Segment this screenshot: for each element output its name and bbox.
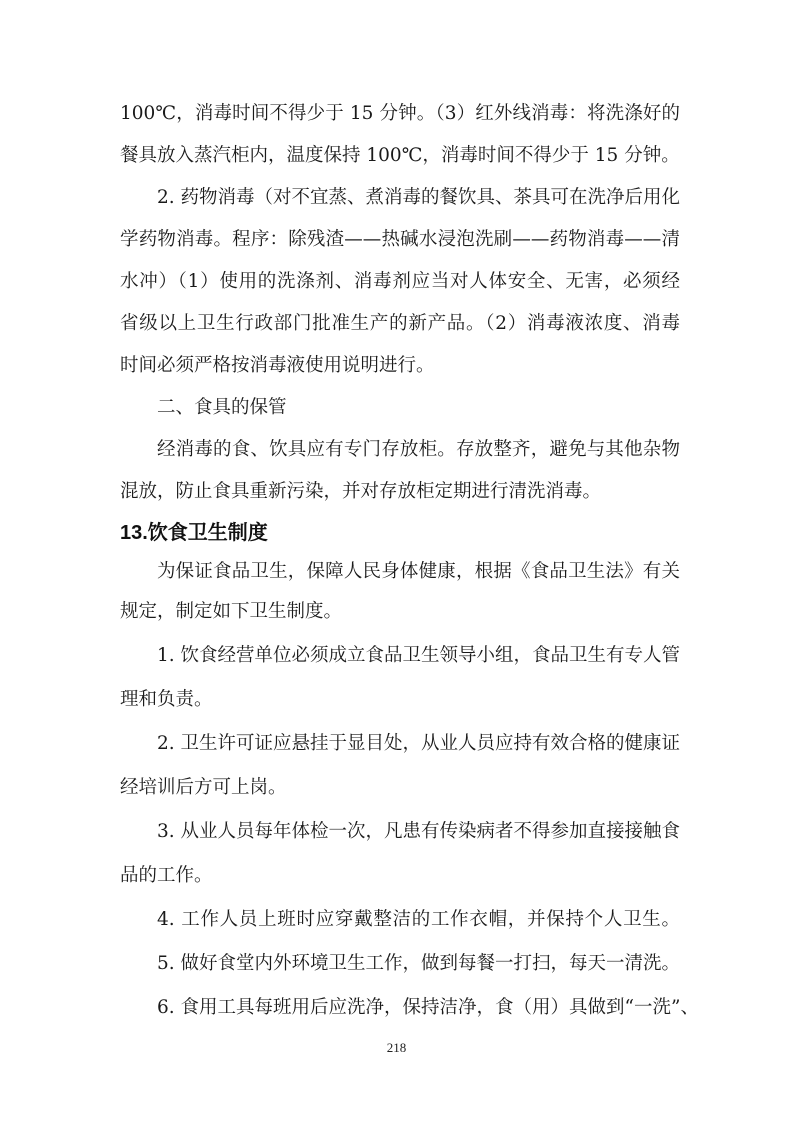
text-line: 学药物消毒。程序：除残渣——热碱水浸泡洗刷——药物消毒——清 bbox=[120, 229, 680, 250]
text-line: 5. 做好食堂内外环境卫生工作，做到每餐一打扫，每天一清洗。 bbox=[157, 953, 681, 974]
text-line: 混放，防止食具重新污染，并对存放柜定期进行清洗消毒。 bbox=[120, 481, 602, 502]
text-line: 1. 饮食经营单位必须成立食品卫生领导小组，食品卫生有专人管 bbox=[157, 645, 681, 666]
text-line: 品的工作。 bbox=[120, 865, 213, 886]
page-number: 218 bbox=[386, 1040, 407, 1055]
section-subheading: 二、食具的保管 bbox=[157, 397, 287, 418]
text-line: 规定，制定如下卫生制度。 bbox=[120, 601, 343, 622]
section-heading: 13.饮食卫生制度 bbox=[120, 522, 268, 544]
text-line: 时间必须严格按消毒液使用说明进行。 bbox=[120, 355, 435, 376]
text-line: 经消毒的食、饮具应有专门存放柜。存放整齐，避免与其他杂物 bbox=[157, 439, 680, 460]
text-line: 为保证食品卫生，保障人民身体健康，根据《食品卫生法》有关 bbox=[157, 561, 680, 582]
text-line: 水冲）（1）使用的洗涤剂、消毒剂应当对人体安全、无害，必须经 bbox=[120, 271, 680, 292]
text-line: 理和负责。 bbox=[120, 689, 213, 710]
text-line: 2. 卫生许可证应悬挂于显目处，从业人员应持有效合格的健康证 bbox=[157, 733, 681, 754]
text-line: 100℃，消毒时间不得少于 15 分钟。（3）红外线消毒：将洗涤好的 bbox=[120, 103, 680, 124]
text-line: 4. 工作人员上班时应穿戴整洁的工作衣帽，并保持个人卫生。 bbox=[157, 909, 680, 930]
text-line: 3. 从业人员每年体检一次，凡患有传染病者不得参加直接接触食 bbox=[157, 821, 681, 842]
text-line: 餐具放入蒸汽柜内，温度保持 100℃，消毒时间不得少于 15 分钟。 bbox=[120, 145, 680, 166]
text-line: 6. 食用工具每班用后应洗净，保持洁净，食（用）具做到“一洗”、 bbox=[157, 997, 699, 1018]
text-line: 2. 药物消毒（对不宜蒸、煮消毒的餐饮具、茶具可在洗净后用化 bbox=[157, 187, 681, 208]
text-line: 省级以上卫生行政部门批准生产的新产品。（2）消毒液浓度、消毒 bbox=[120, 313, 680, 334]
text-line: 经培训后方可上岗。 bbox=[120, 777, 287, 798]
